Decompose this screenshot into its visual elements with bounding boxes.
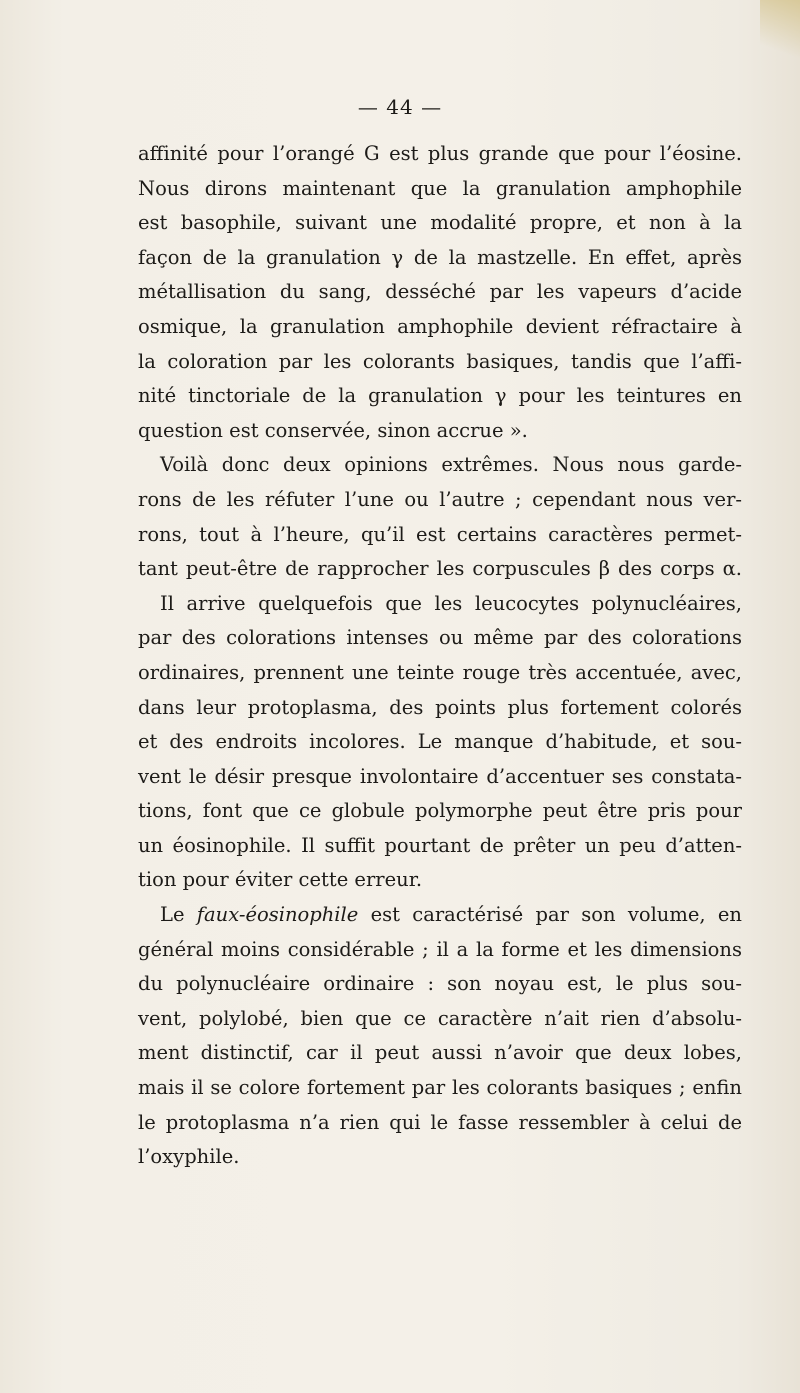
text-line: mais il se colore fortement par les colorants basiques ; enfin — [138, 1076, 742, 1100]
text-line: ordinaires, prennent une teinte rouge très accentuée, avec, — [138, 660, 742, 684]
text-line: vent, polylobé, bien que ce caractère n’ait rien d’absolu- — [138, 1006, 742, 1030]
text-line: du polynucléaire ordinaire : son noyau est, le plus sou- — [138, 972, 742, 996]
paragraph-block-2 — [138, 933, 742, 1175]
text-line: façon de la granulation γ de la mastzelle. En effet, après — [138, 245, 742, 269]
text-line: affinité pour l’orangé G est plus grande que pour l’éosine. — [138, 142, 742, 165]
text-line: tant peut-être de rapprocher les corpuscules β des corps α. — [138, 557, 742, 581]
faux-eosinophile-line — [138, 898, 742, 933]
faux-eosinophile-term: faux-éosinophile — [196, 903, 359, 927]
body-text — [138, 137, 742, 1175]
text-line: général moins considérable ; il a la forme et les dimensions — [138, 937, 742, 961]
text-line: Voilà donc deux opinions extrêmes. Nous nous garde- — [160, 453, 742, 477]
text-line: Nous dirons maintenant que la granulation amphophile — [138, 176, 742, 200]
text-line: tion pour éviter cette erreur. — [138, 868, 423, 892]
text-line: ment distinctif, car il peut aussi n’avoir que deux lobes, — [138, 1041, 742, 1065]
text-line: par des colorations intenses ou même par des colorations — [138, 626, 742, 650]
page-corner-stain — [760, 0, 800, 70]
text-line: osmique, la granulation amphophile devient réfractaire à — [138, 314, 742, 338]
text-line: la coloration par les colorants basiques, tandis que l’affi- — [138, 349, 742, 373]
text-line: question est conservée, sinon accrue ». — [138, 418, 528, 442]
paragraph-block-1 — [138, 137, 742, 898]
text-line: tions, font que ce globule polymorphe peut être pris pour — [138, 799, 742, 823]
faux-rest: est caractérisé par son volume, en — [358, 903, 742, 927]
text-line: l’oxyphile. — [138, 1145, 240, 1169]
text-line: le protoplasma n’a rien qui le fasse ressembler à celui de — [138, 1110, 742, 1134]
faux-lead: Le — [160, 903, 197, 927]
text-line: rons, tout à l’heure, qu’il est certains caractères permet- — [138, 522, 742, 546]
text-line: métallisation du sang, desséché par les vapeurs d’acide — [138, 280, 742, 304]
text-line: et des endroits incolores. Le manque d’habitude, et sou- — [138, 730, 742, 754]
text-line: Il arrive quelquefois que les leucocytes polynucléaires, — [160, 591, 742, 615]
text-line: nité tinctoriale de la granulation γ pour les teintures en — [138, 384, 742, 408]
text-line: rons de les réfuter l’une ou l’autre ; cependant nous ver- — [138, 487, 742, 511]
page-number: — 44 — — [357, 95, 443, 119]
text-line: dans leur protoplasma, des points plus fortement colorés — [138, 695, 742, 719]
text-line: est basophile, suivant une modalité propre, et non à la — [138, 211, 742, 235]
text-line: un éosinophile. Il suffit pourtant de prêter un peu d’atten- — [138, 833, 742, 857]
text-line: vent le désir presque involontaire d’accentuer ses constata- — [138, 764, 742, 788]
